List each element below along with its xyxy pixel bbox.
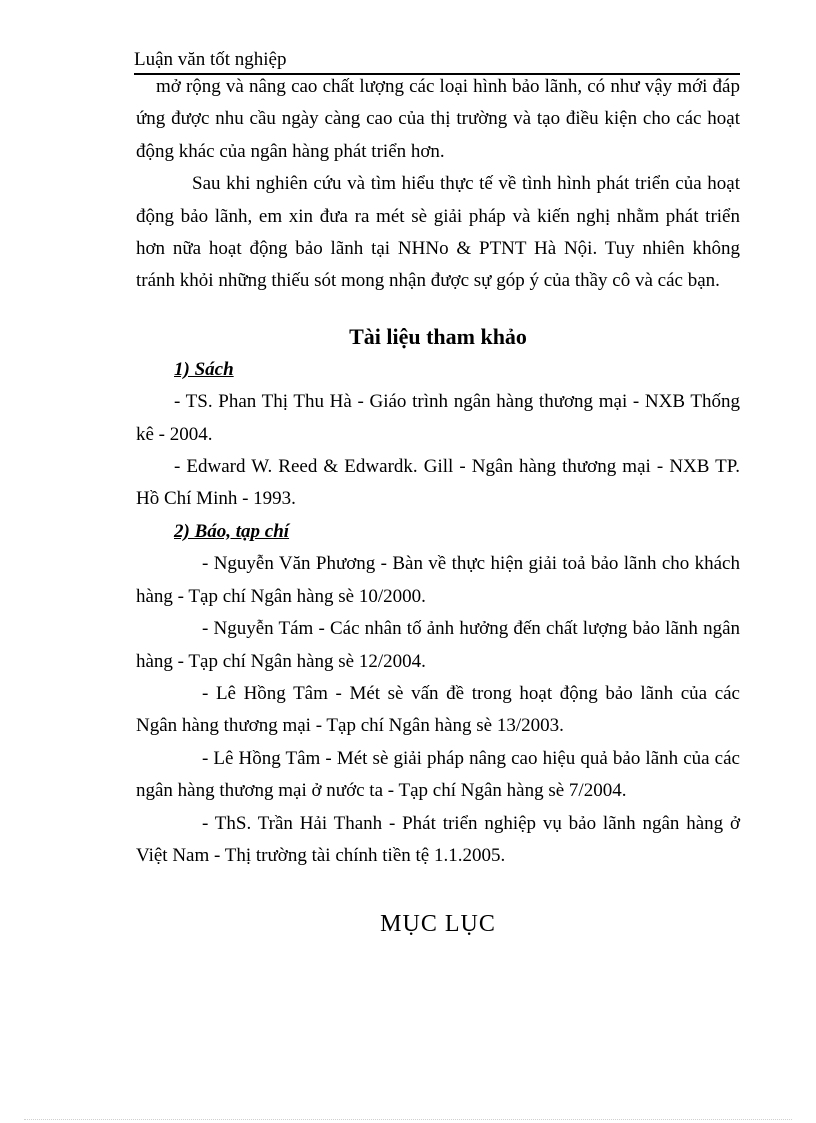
- journal-reference-2: - Nguyễn Tám - Các nhân tố ảnh hưởng đến chất lượng bảo lãnh ngân hàng - Tạp chí Ngân hàng sè 12/2004.: [136, 618, 740, 672]
- books-heading: 1) Sách: [174, 358, 234, 380]
- page-header: Luận văn tốt nghiệp: [134, 48, 740, 75]
- journals-heading: 2) Báo, tạp chí: [174, 520, 290, 542]
- table-of-contents-title: MỤC LỤC: [380, 911, 496, 938]
- document-body: [136, 71, 740, 961]
- intro-paragraph-2: Sau khi nghiên cứu và tìm hiểu thực tế về tình hình phát triển của hoạt động bảo lãnh, em xin đưa ra mét sè giải pháp và kiến nghị nhằm phát triển hơn nữa hoạt động bảo lãnh tại NHNo & PTNT Hà Nội. Tuy nhiên không tránh khỏi những thiếu sót mong nhận được sự góp ý của thầy cô và các bạn.: [136, 173, 740, 292]
- intro-paragraph-1: mở rộng và nâng cao chất lượng các loại hình bảo lãnh, có như vậy mới đáp ứng được nhu cầu ngày càng cao của thị trường và tạo điều kiện cho các hoạt động khác của ngân hàng phát triển hơn.: [136, 76, 740, 162]
- journal-reference-3: - Lê Hồng Tâm - Mét sè vấn đề trong hoạt động bảo lãnh của các Ngân hàng thương mại - Tạp chí Ngân hàng sè 13/2003.: [136, 682, 740, 737]
- journal-reference-5: - ThS. Trần Hải Thanh - Phát triển nghiệp vụ bảo lãnh ngân hàng ở Việt Nam - Thị trường tài chính tiền tệ 1.1.2005.: [136, 812, 740, 866]
- book-reference-2: - Edward W. Reed & Edwardk. Gill - Ngân hàng thương mại - NXB TP. Hồ Chí Minh - 1993.: [136, 456, 740, 510]
- page-bottom-divider: [24, 1119, 792, 1120]
- book-reference-1: - TS. Phan Thị Thu Hà - Giáo trình ngân hàng thương mại - NXB Thống kê - 2004.: [136, 391, 740, 445]
- references-title: Tài liệu tham khảo: [349, 323, 527, 349]
- journal-reference-1: - Nguyễn Văn Phương - Bàn về thực hiện giải toả bảo lãnh cho khách hàng - Tạp chí Ngân hàng sè 10/2000.: [136, 553, 740, 607]
- journal-reference-4: - Lê Hồng Tâm - Mét sè giải pháp nâng cao hiệu quả bảo lãnh của các ngân hàng thương mại ở nước ta - Tạp chí Ngân hàng sè 7/2004.: [136, 747, 740, 802]
